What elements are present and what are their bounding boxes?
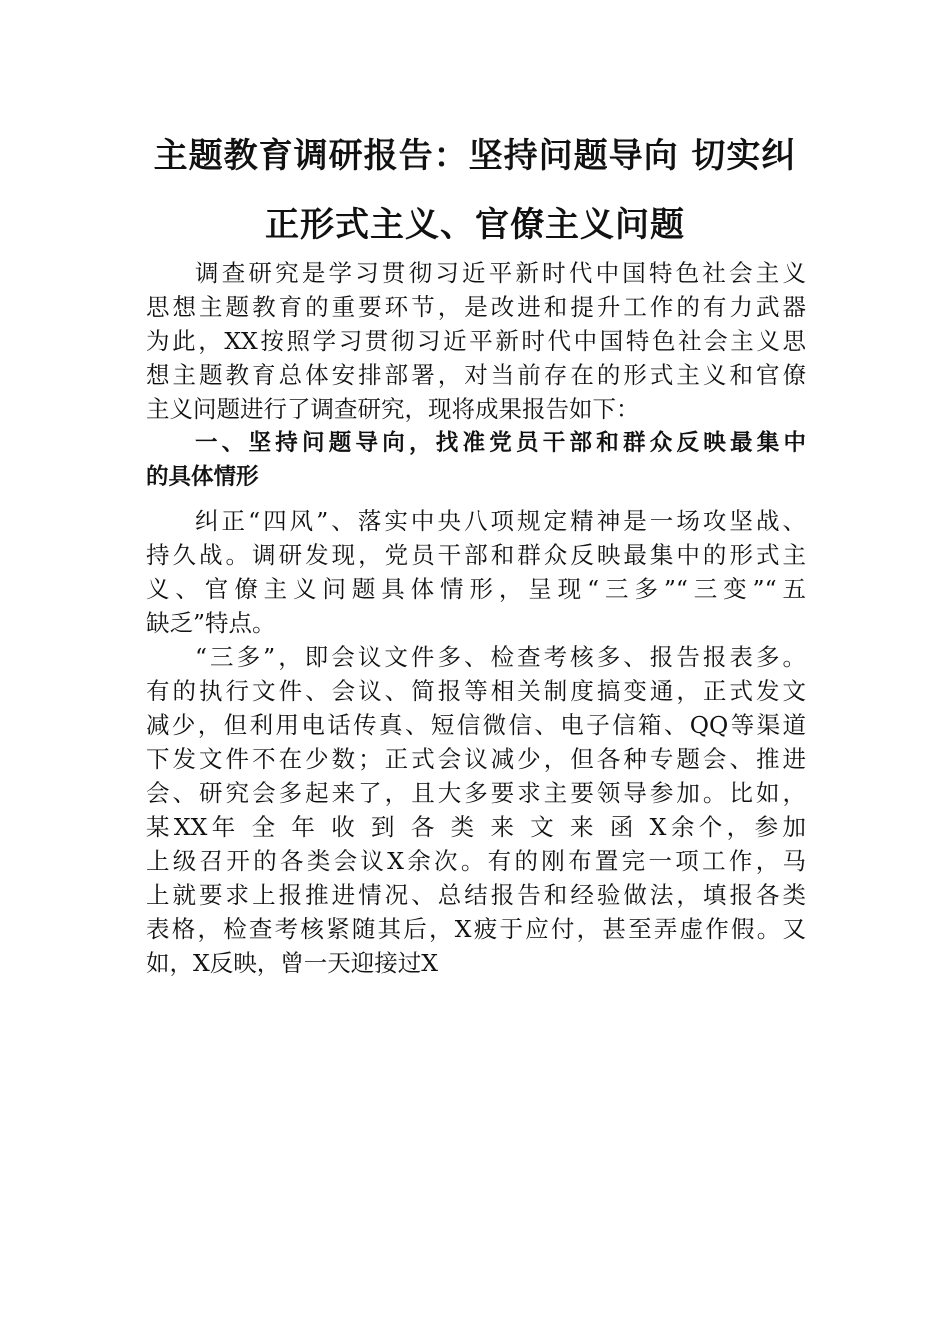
- text-line: 上级召开的各类会议X余次。有的刚布置完一项工作，马: [146, 847, 806, 875]
- text-line: 有的执行文件、会议、简报等相关制度搞变通，正式发文: [146, 677, 806, 705]
- section-heading-line: 一、坚持问题导向，找准党员干部和群众反映最集中: [195, 430, 806, 456]
- text-line: 为此，XX按照学习贯彻习近平新时代中国特色社会主义思: [146, 327, 806, 355]
- text-line: 上就要求上报推进情况、总结报告和经验做法，填报各类: [146, 881, 806, 909]
- text-line: 表格，检查考核紧随其后，X疲于应付，甚至弄虚作假。又: [146, 915, 806, 943]
- text-line: “三多”，即会议文件多、检查考核多、报告报表多。: [195, 643, 806, 671]
- document-title-line-2: 正形式主义、官僚主义问题: [265, 205, 685, 245]
- text-line: 义、官僚主义问题具体情形，呈现“三多”“三变”“五: [146, 575, 806, 603]
- text-line: 会、研究会多起来了，且大多要求主要领导参加。比如，: [146, 779, 806, 807]
- text-line: 某XX年 全 年 收 到 各 类 来 文 来 函 X余个，参加: [146, 813, 806, 841]
- text-line: 减少，但利用电话传真、短信微信、电子信箱、QQ等渠道: [146, 711, 806, 739]
- text-line: 缺乏”特点。: [146, 609, 276, 637]
- text-line: 想主题教育总体安排部署，对当前存在的形式主义和官僚: [146, 361, 806, 389]
- text-line: 如，X反映，曾一天迎接过X: [146, 949, 438, 977]
- text-line: 下发文件不在少数；正式会议减少，但各种专题会、推进: [146, 745, 806, 773]
- text-line: 思想主题教育的重要环节，是改进和提升工作的有力武器: [146, 293, 806, 321]
- text-line: 主义问题进行了调查研究，现将成果报告如下：: [146, 395, 640, 423]
- section-heading-line: 的具体情形: [146, 464, 259, 490]
- text-line: 持久战。调研发现，党员干部和群众反映最集中的形式主: [146, 541, 806, 569]
- document-title-line-1: 主题教育调研报告：坚持问题导向 切实纠: [153, 136, 797, 176]
- text-line: 调查研究是学习贯彻习近平新时代中国特色社会主义: [195, 259, 806, 287]
- text-line: 纠正“四风”、落实中央八项规定精神是一场攻坚战、: [195, 507, 806, 535]
